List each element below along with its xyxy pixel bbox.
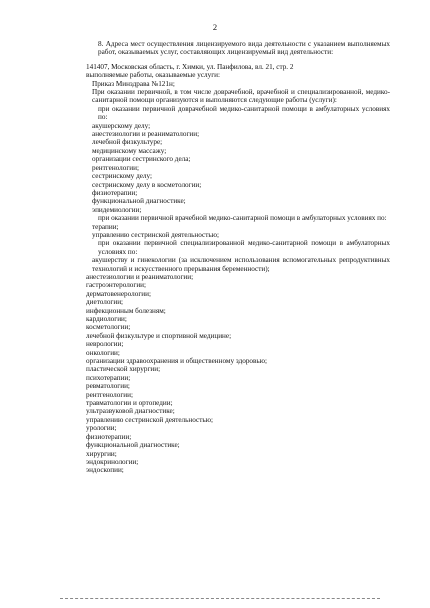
group2-title: при оказании первичной врачебной медико-санитарной помощи в амбулаторных условиях по: [98,214,387,223]
group3-list [86,273,390,475]
list-item: онкологии; [86,348,120,357]
list-item: функциональной диагностике; [92,197,186,206]
page-bottom-rule [60,598,380,599]
document-body [86,40,390,475]
list-item: управлению сестринской деятельностью; [86,415,214,424]
list-item: урологии; [86,424,117,433]
list-item: хирургии; [86,449,117,458]
list-item: анестезиологии и реаниматологии; [86,272,194,281]
list-item: эндокринологии; [86,457,139,466]
list-item: ультразвуковой диагностике; [86,407,175,416]
address-line: 141407, Московская область, г. Химки, ул. Панфилова, вл. 21, стр. 2 [86,62,294,71]
section-heading: 8. Адреса мест осуществления лицензируемого вида деятельности с указанием выполняемых работ, оказываемых услуг, составляющих лицензируемый вид деятельности: [98,40,390,57]
group2-list [86,223,390,240]
list-item: лечебной физкультуре; [92,138,163,147]
list-item: кардиологии; [86,315,127,323]
list-item: акушерскому делу; [92,121,151,130]
list-item: травматологии и ортопедии; [86,399,173,408]
list-item: пластической хирургии; [86,365,161,374]
address-block [86,63,390,80]
list-item: косметологии; [86,323,131,332]
list-item: лечебной физкультуре и спортивной медицине; [86,331,232,340]
address-subtitle: выполняемые работы, оказываемые услуги: [86,71,220,80]
list-item: управлению сестринской деятельностью; [92,230,220,239]
list-item: гастроэнтерологии; [86,281,147,290]
list-item: рентгенологии; [92,163,139,172]
list-item: диетологии; [86,298,124,307]
group1-title: при оказании первичной доврачебной медико-санитарной помощи в амбулаторных условиях по: [98,104,390,122]
list-item: психотерапии; [86,373,131,382]
group3-first-item: акушерству и гинекологии (за исключением использования вспомогательных репродуктивных технологий и искусственного прерывания беременности); [92,256,390,273]
list-item: сестринскому делу; [92,172,152,181]
list-item: медицинскому массажу; [92,146,167,155]
list-item: неврологии; [86,340,124,349]
intro-paragraph: При оказании первичной, в том числе доврачебной, врачебной и специализированной, медико-санитарной помощи организуются и выполняются следующие работы (услуги): [92,88,390,105]
group1-list [86,122,390,214]
list-item: дерматовенерологии; [86,289,151,298]
page-number: 2 [212,22,218,32]
list-item: сестринскому делу в косметологии; [92,180,202,189]
list-item: организации здравоохранения и общественному здоровью; [86,357,268,366]
list-item: функциональной диагностике; [86,441,180,450]
list-item: терапии; [92,222,119,231]
order-line: Приказ Минздрава №121н; [92,79,175,88]
list-item: физиотерапии; [92,188,138,197]
list-item: анестезиологии и реаниматологии; [92,130,200,139]
list-item: физиотерапии; [86,432,132,441]
list-item: организации сестринского дела; [92,155,191,164]
list-item: рентгенологии; [86,390,133,399]
group3-title: при оказании первичной специализированной медико-санитарной помощи в амбулаторных условиях по: [98,239,390,256]
list-item: инфекционным болезням; [86,306,166,315]
list-item: эпидемиологии; [92,205,142,214]
list-item: эндоскопии; [86,466,124,475]
list-item: ревматологии; [86,382,130,391]
